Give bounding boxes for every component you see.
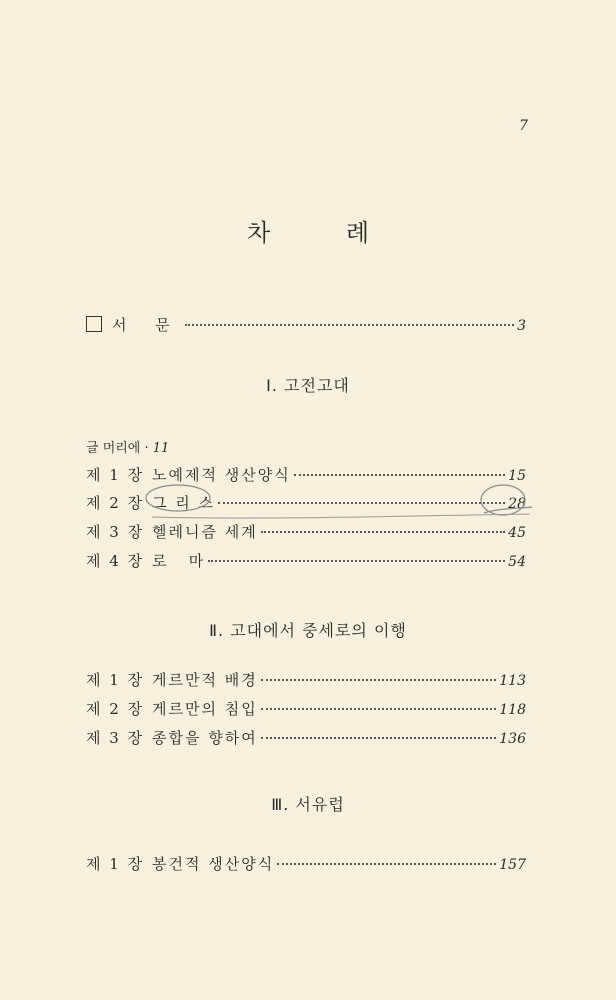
toc-entry-title: 노예제적 생산양식 <box>152 466 291 484</box>
intro-page: 11 <box>152 441 170 456</box>
part-heading: Ⅱ. 고대에서 중세로의 이행 <box>209 621 407 640</box>
chapter-number: 제 3 장 <box>86 523 145 541</box>
toc-entry-page: 45 <box>508 525 526 541</box>
toc-entry[interactable] <box>86 669 526 693</box>
toc-entry[interactable] <box>86 727 526 751</box>
toc-entry-page: 3 <box>517 318 526 334</box>
leader-dots <box>261 679 497 681</box>
toc-entry-page: 118 <box>499 702 526 718</box>
toc-entry-title: 헬레니즘 세계 <box>152 523 258 541</box>
toc-entry-title: 로 마 <box>152 552 206 570</box>
leader-dots <box>261 737 497 739</box>
leader-dots <box>294 474 505 476</box>
toc-entry-page: 28 <box>508 496 526 512</box>
toc-entry-title: 게르만의 침입 <box>152 700 258 718</box>
toc-entry-title: 그 리 스 <box>152 494 216 512</box>
page-title: 차 례 <box>247 219 403 247</box>
toc-entry-page: 54 <box>508 554 526 570</box>
chapter-number: 제 3 장 <box>86 729 145 747</box>
checkbox-icon <box>86 316 102 332</box>
part-heading: Ⅲ. 서유럽 <box>271 795 345 814</box>
chapter-number: 제 1 장 <box>86 671 145 689</box>
chapter-number: 제 2 장 <box>86 700 145 718</box>
chapter-number: 제 4 장 <box>86 552 145 570</box>
toc-entry-page: 136 <box>499 731 526 747</box>
leader-dots <box>277 863 496 865</box>
toc-entry-intro[interactable] <box>86 437 169 456</box>
toc-entry[interactable] <box>86 853 526 877</box>
intro-label: 글 머리에 · <box>86 441 153 456</box>
toc-entry[interactable] <box>86 464 526 488</box>
toc-entry-title: 서 문 <box>112 316 182 334</box>
leader-dots <box>218 502 505 504</box>
leader-dots <box>185 324 514 326</box>
chapter-number: 제 1 장 <box>86 855 145 873</box>
toc-entry-title: 봉건적 생산양식 <box>152 855 275 873</box>
toc-entry-page: 157 <box>499 857 526 873</box>
chapter-number: 제 1 장 <box>86 466 145 484</box>
toc-entry[interactable] <box>86 492 526 516</box>
chapter-number: 제 2 장 <box>86 494 145 512</box>
leader-dots <box>261 531 505 533</box>
page-number: 7 <box>519 118 528 134</box>
toc-entry-title: 게르만적 배경 <box>152 671 258 689</box>
toc-entry-page: 15 <box>508 468 526 484</box>
toc-entry[interactable] <box>86 521 526 545</box>
toc-entry[interactable] <box>86 550 526 574</box>
toc-entry-preface[interactable] <box>86 314 526 338</box>
leader-dots <box>261 708 497 710</box>
toc-entry-page: 113 <box>499 673 526 689</box>
toc-entry-title: 종합을 향하여 <box>152 729 258 747</box>
leader-dots <box>208 560 505 562</box>
part-heading: Ⅰ. 고전고대 <box>266 376 350 395</box>
toc-entry[interactable] <box>86 698 526 722</box>
